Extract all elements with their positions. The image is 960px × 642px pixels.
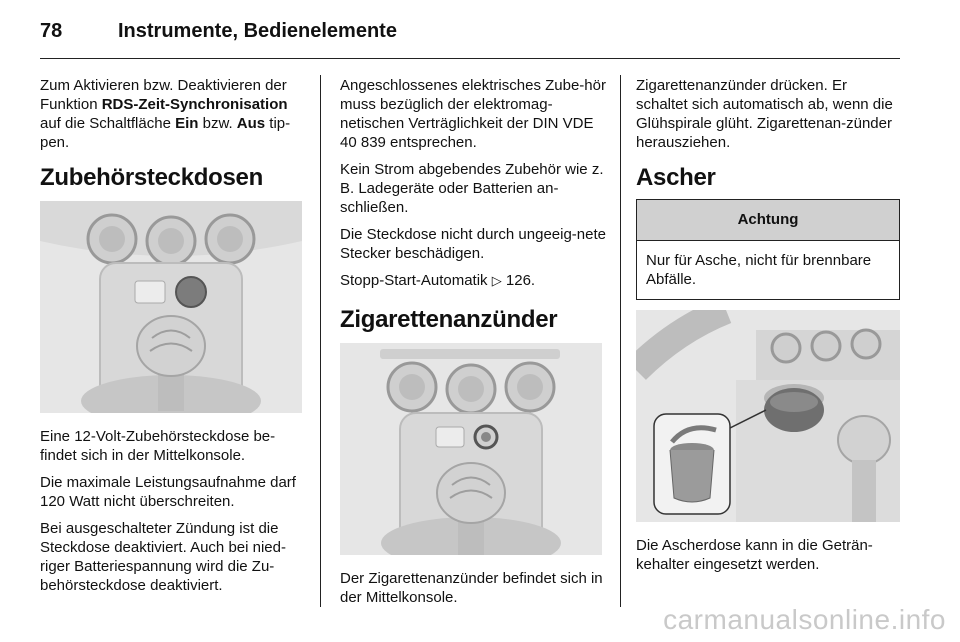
emc-standard-text: Angeschlossenes elektrisches Zube-hör muss bezüglich der elektromag-netischen Verträglichkeit der DIN VDE 40 839 entsprechen. <box>340 77 606 151</box>
lighter-location-text: Der Zigarettenanzünder befindet sich in der Mittelkonsole. <box>340 570 603 606</box>
cigarette-lighter-drawing <box>340 343 602 555</box>
no-charger-text: Kein Strom abgebendes Zubehör wie z. B. Ladegeräte oder Batterien an-schließen. <box>340 161 604 216</box>
section-title: Instrumente, Bedienelemente <box>118 20 397 42</box>
lighter-usage-text: Zigarettenanzünder drücken. Er schaltet sich automatisch ab, wenn die Glühspirale glüht. Zigarettenan-zünder herausziehen. <box>636 77 893 151</box>
page-reference-icon: ▷ <box>491 273 502 288</box>
aus-label: Aus <box>236 115 266 132</box>
ashtray-cupholder-text: Die Ascherdose kann in die Geträn-kehalter eingesetzt werden. <box>636 537 873 573</box>
page-header <box>40 16 900 54</box>
ashtray-drawing <box>636 310 900 522</box>
rds-function-label: RDS-Zeit-Synchronisation <box>101 96 288 113</box>
heading-zigarettenanzuender: Zigarettenanzünder <box>340 306 558 333</box>
column-3 <box>636 76 902 582</box>
ashtray-illustration <box>636 310 900 522</box>
rds-intro-paragraph <box>40 76 306 152</box>
watermark: carmanualsonline.info <box>663 604 946 635</box>
text-run: bzw. <box>198 115 237 132</box>
warning-title: Achtung <box>637 200 899 241</box>
reference-label: Stopp-Start-Automatik <box>340 272 492 289</box>
cigarette-lighter-illustration <box>340 343 602 555</box>
text-run: Zum Aktivieren bzw. Deaktivieren der Funktion <box>40 77 287 113</box>
outlet-deactivation-text: Bei ausgeschalteter Zündung ist die Steckdose deaktiviert. Auch bei nied-riger Batteriespannung wird die Zu-behörsteckdose deaktiviert. <box>40 520 286 594</box>
max-power-text: Die maximale Leistungsaufnahme darf 120 Watt nicht überschreiten. <box>40 474 296 510</box>
ein-label: Ein <box>175 115 199 132</box>
column-1 <box>40 76 306 603</box>
power-outlet-drawing <box>40 201 302 413</box>
reference-page: 126. <box>505 272 536 289</box>
column-2 <box>340 76 606 615</box>
warning-text: Nur für Asche, nicht für brennbare Abfälle. <box>646 252 872 288</box>
power-outlet-illustration <box>40 201 302 413</box>
column-divider-1 <box>320 75 321 607</box>
stop-start-reference <box>340 271 606 290</box>
outlet-location-text: Eine 12-Volt-Zubehörsteckdose be-findet sich in der Mittelkonsole. <box>40 428 276 464</box>
heading-ascher: Ascher <box>636 164 716 191</box>
plug-damage-text: Die Steckdose nicht durch ungeeig-nete Stecker beschädigen. <box>340 226 607 262</box>
header-rule <box>40 58 900 59</box>
warning-box <box>636 199 900 300</box>
heading-zubehoersteckdosen: Zubehörsteckdosen <box>40 164 263 191</box>
column-divider-2 <box>620 75 621 607</box>
text-run: tip-pen. <box>40 115 291 151</box>
text-run: auf die Schaltfläche <box>40 115 176 132</box>
page-number: 78 <box>40 20 63 42</box>
